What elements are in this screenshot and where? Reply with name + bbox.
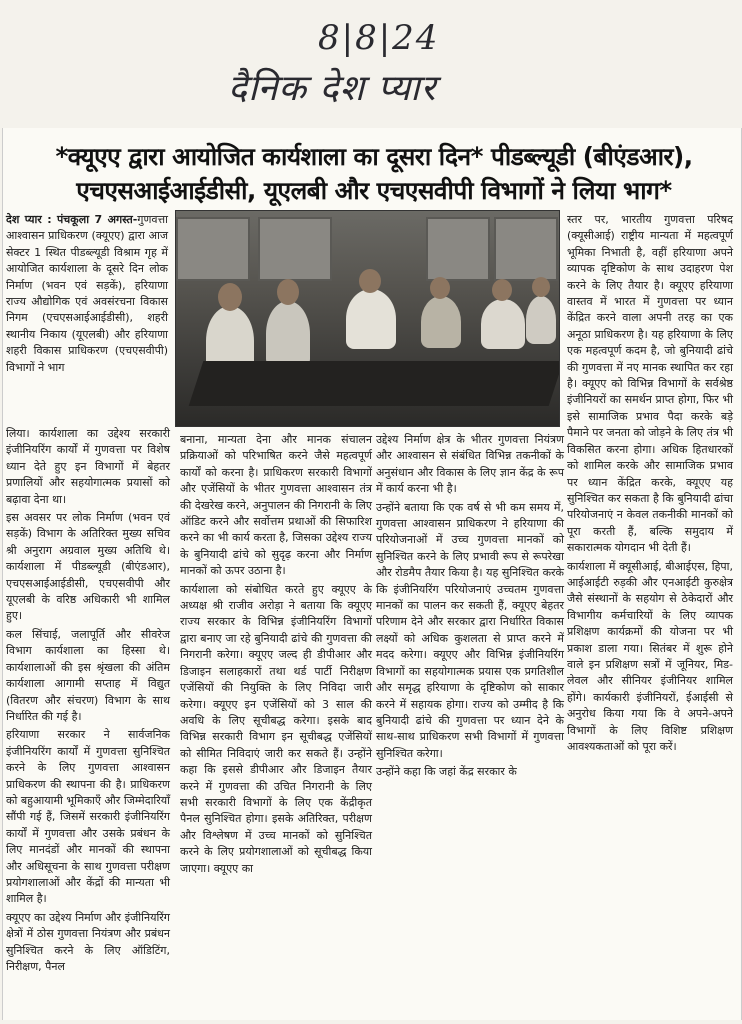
paragraph: हरियाणा सरकार ने सार्वजनिक इंजीनियरिंग कार्यों में गुणवत्ता सुनिश्चित करने के लिए गुणवत्ता आश्वासन प्राधिकरण की स्थापना की है। प्राधिकरण को बहुआयामी भूमिकाएँ और जिम्मेदारियाँ सौंपी गई हैं, जिसमें सरकारी इंजीनियरिंग कार्यों में गुणवत्ता और उसके प्रबंधन के लिए मानदंडों और मानकों की स्थापना और अधिसूचना के साथ गुणवत्ता परीक्षण प्रयोगशालाओं और केंद्रों की मान्यता भी शामिल है। [6, 728, 170, 906]
paragraph: उन्होंने कहा कि जहां केंद्र सरकार के [376, 765, 517, 779]
article-column-3 [376, 432, 564, 783]
paragraph: स्तर पर, भारतीय गुणवत्ता परिषद (क्यूसीआई) राष्ट्रीय मान्यता में महत्वपूर्ण भूमिका निभाती है, वहीं हरियाणा अपने व्यापक दृष्टिकोण के साथ उदाहरण पेश करने के लिए तैयार है। क्यूएए हरियाणा वास्तव में भारत में गुणवत्ता पर ध्यान केंद्रित करने वाला अपनी तरह का एक अनूठा प्राधिकरण है। यह हरियाणा के लिए एक महत्वपूर्ण कदम है, जो बुनियादी ढांचे की गुणवत्ता में नए मानक स्थापित कर रहा है। क्यूएए को विभिन्न विभागों के सर्वश्रेष्ठ इंजीनियरों का समर्थन प्राप्त होगा, फिर भी इसे सामाजिक प्रभाव पैदा करके बड़े पैमाने पर जनता को जोड़ने के लिए तंत्र भी विकसित करना होगा। अधिक हितधारकों को शामिल करके और सामाजिक प्रभाव पर ध्यान केंद्रित करके, क्यूएए यह सुनिश्चित कर सकता है कि बुनियादी ढांचा परियोजनाएं न केवल तकनीकी मानकों को पूरा करती हैं, बल्कि समुदाय में सकारात्मक योगदान भी देती हैं। [567, 213, 733, 555]
paragraph: क्यूएए का उद्देश्य निर्माण और इंजीनियरिंग क्षेत्रों में ठोस गुणवत्ता नियंत्रण और प्रबंधन सुनिश्चित करने के लिए ऑडिटिंग, निरीक्षण, पैनल [6, 910, 170, 973]
article-column-4 [567, 212, 733, 757]
dateline: देश प्यार : पंचकूला 7 अगस्त- [6, 213, 138, 226]
paragraph: कल सिंचाई, जलापूर्ति और सीवरेज विभाग कार्यशाला का हिस्सा थे। कार्यशालाओं की इस श्रृंखला की अंतिम कार्यशाला आगामी सप्ताह में विद्युत (वितरण और संचरण) विभाग के साथ निर्धारित की गई है। [6, 627, 170, 723]
paragraph: कार्यशाला में क्यूसीआई, बीआईएस, हिपा, आईआईटी रुड़की और एनआईटी कुरुक्षेत्र जैसे संस्थानों के सहयोग से ठेकेदारों और विभागीय कर्मचारियों के लिए व्यापक प्रशिक्षण कार्यक्रमों की योजना पर भी प्रकाश डाला गया। सितंबर में शुरू होने वाले इन प्रशिक्षण सत्रों में जूनियर, मिड-लेवल और सीनियर इंजीनियर शामिल होंगे। कार्यकारी इंजीनियरों, ईआईसी से अनुरोध किया गया कि वे अपने-अपने विभागों के लिए विशिष्ट प्रशिक्षण आवश्यकताओं को पूरा करें। [567, 559, 733, 753]
article-headline: *क्यूएए द्वारा आयोजित कार्यशाला का दूसरा दिन* पीडब्ल्यूडी (बीएंडआर), एचएसआईआईडीसी, यूएलबी और एचएसवीपी विभागों ने लिया भाग* [55, 142, 693, 205]
paragraph: कार्यशाला को संबोधित करते हुए क्यूएए के अध्यक्ष श्री राजीव अरोड़ा ने बताया कि क्यूएए राज्य सरकार के विभिन्न इंजीनियरिंग विभागों द्वारा बनाए जा रहे बुनियादी ढांचे की गुणवत्ता की निगरानी करेगा। क्यूएए जल्द ही डीपीआर और डिजाइन सलाहकारों तथा थर्ड पार्टी निरीक्षण एजेंसियों की नियुक्ति के लिए निविदा जारी करेगा। क्यूएए इन एजेंसियों को 3 साल की अवधि के लिए सूचीबद्ध करेगा। इसके बाद विभिन्न सरकारी विभाग इन सूचीबद्ध एजेंसियों को सीमित निविदाएं जारी कर सकते हैं। उन्होंने कहा कि इससे डीपीआर और डिजाइन तैयार करने में गुणवत्ता की उचित निगरानी के लिए सभी सरकारी विभागों के लिए एक केंद्रीकृत पैनल सुनिश्चित होगा। इसके अतिरिक्त, परीक्षण और विश्लेषण में उच्च मानकों को सुनिश्चित करने के लिए प्रयोगशालाओं को सूचीबद्ध किया जाएगा। क्यूएए का [180, 582, 372, 875]
paragraph: उद्देश्य निर्माण क्षेत्र के भीतर गुणवत्ता नियंत्रण और आश्वासन से संबंधित विभिन्न तकनीकों के अनुसंधान और विकास के लिए ज्ञान केंद्र के रूप में कार्य करना भी है। [376, 433, 564, 496]
paragraph: लिया। कार्यशाला का उद्देश्य सरकारी इंजीनियरिंग कार्यों में गुणवत्ता पर विशेष ध्यान देते हुए इन विभागों में बेहतर प्रणालियों और सहयोगात्मक प्रयासों को बढ़ावा देना था। [6, 427, 170, 506]
col1-top-text: गुणवत्ता आश्वासन प्राधिकरण (क्यूएए) द्वारा आज सेक्टर 1 स्थित पीडब्ल्यूडी विश्राम गृह में आयोजित कार्यशाला के दूसरे दिन लोक निर्माण (भवन एवं सड़कें), हरियाणा राज्य औद्योगिक एवं अवसंरचना विकास निगम (एचएसआईआईडीसी), शहरी स्थानीय निकाय (यूएलबी) और हरियाणा शहरी विकास प्राधिकरण (एचएसवीपी) विभागों ने भाग [6, 213, 168, 374]
paragraph: इस अवसर पर लोक निर्माण (भवन एवं सड़कें) विभाग के अतिरिक्त मुख्य सचिव श्री अनुराग अग्रवाल मुख्य अतिथि थे। कार्यशाला में पीडब्ल्यूडी (बीएंडआर), एचएसआईआईडीसी, एचएसवीपी और यूएलबी के वरिष्ठ अधिकारी भी शामिल हुए। [6, 511, 170, 623]
paragraph: उन्होंने बताया कि एक वर्ष से भी कम समय में, गुणवत्ता आश्वासन प्राधिकरण ने हरियाणा की परियोजनाओं में उच्च गुणवत्ता मानकों को सुनिश्चित करने के लिए प्रभावी रूप से रूपरेखा और रोडमैप तैयार किया है। यह सुनिश्चित करके कि इंजीनियरिंग परियोजनाएं उच्चतम गुणवत्ता मानकों का पालन कर सकती हैं, क्यूएए बेहतर परिणाम देने और सरकार द्वारा निर्धारित विकास लक्ष्यों को अधिक कुशलता से प्राप्त करने में मदद करेगा। क्यूएए और विभिन्न इंजीनियरिंग विभागों का सहयोगात्मक प्रयास एक प्रगतिशील और समृद्ध हरियाणा के दृष्टिकोण को साकार करने में सहायक होगा। राज्य को उम्मीद है कि बुनियादी ढांचे की गुणवत्ता पर ध्यान देने के साथ-साथ प्राधिकरण सभी विभागों में गुणवत्ता सुनिश्चित करेगा। [376, 500, 564, 760]
workshop-photo [175, 210, 560, 427]
article-column-2 [180, 432, 372, 879]
handwritten-newspaper-name: दैनिक देश प्यार [228, 68, 437, 109]
article-column-1 [6, 426, 170, 977]
paragraph: बनाना, मान्यता देना और मानक संचालन प्रक्रियाओं को परिभाषित करने जैसे महत्वपूर्ण कार्यों को करना है। प्राधिकरण सरकारी विभागों और एजेंसियों के भीतर गुणवत्ता आश्वासन तंत्र की देखरेख करने, अनुपालन की निगरानी के लिए ऑडिट करने और सर्वोत्तम प्रथाओं की सिफारिश करने का भी कार्य करता है, जिसका उद्देश्य राज्य के बुनियादी ढांचे को सुदृढ़ करना और निर्माण मानकों को ऊपर उठाना है। [180, 433, 372, 578]
article-column-1-top [6, 212, 168, 378]
handwritten-date: 8|8|24 [318, 18, 440, 58]
